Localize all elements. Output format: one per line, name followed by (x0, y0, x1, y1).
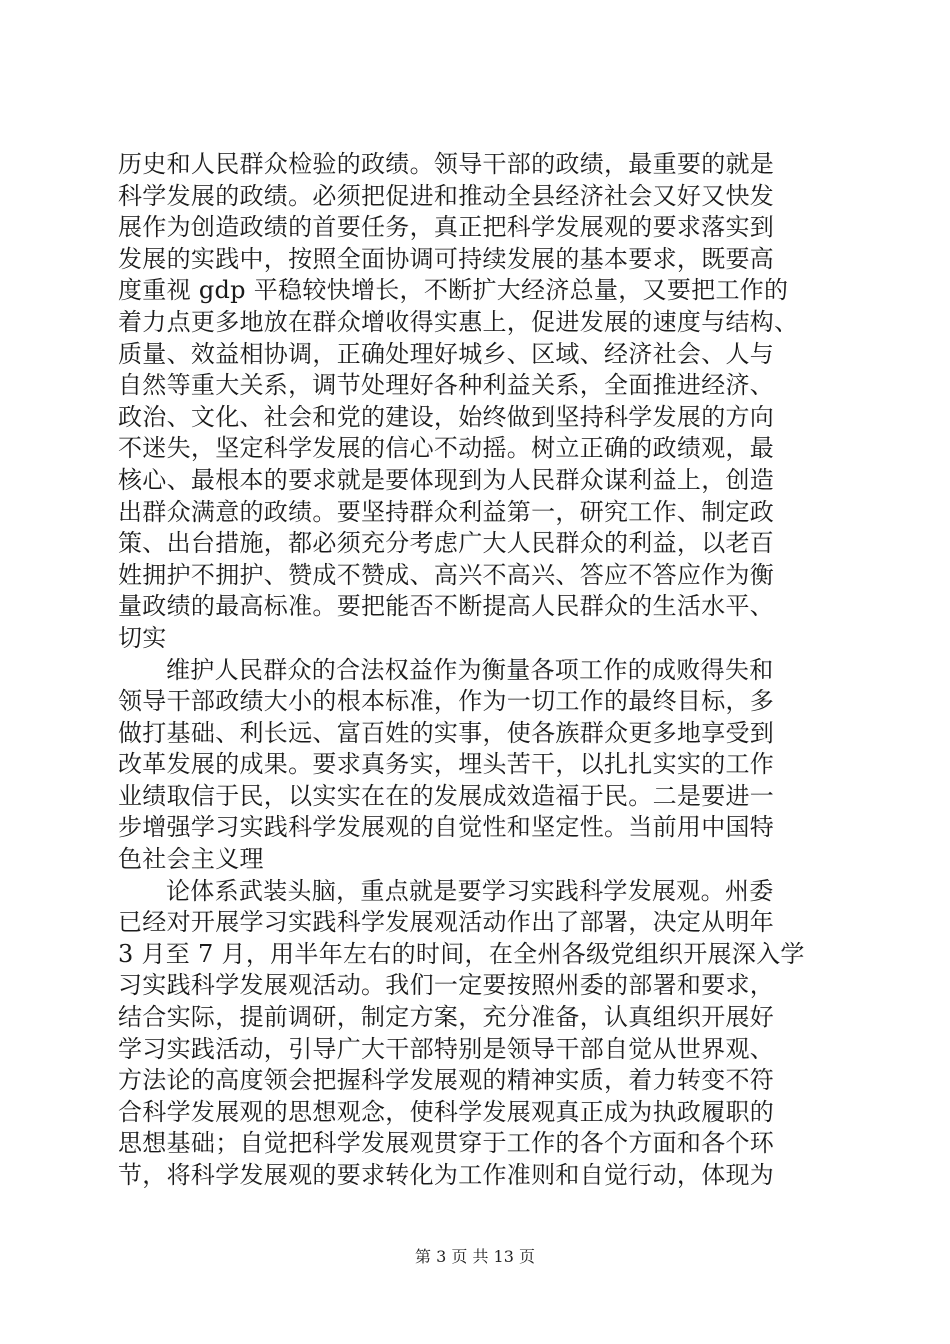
page-footer: 第 3 页 共 13 页 (415, 1247, 535, 1266)
paragraph (118, 655, 838, 876)
text-line: 做打基础、利长远、富百姓的实事，使各族群众更多地享受到 (118, 718, 775, 747)
text-line: 量政绩的最高标准。要把能否不断提高人民群众的生活水平、 (118, 592, 775, 621)
text-line: 政治、文化、社会和党的建设，始终做到坚持科学发展的方向 (118, 402, 775, 431)
text-line: 方法论的高度领会把握科学发展观的精神实质，着力转变不符 (118, 1066, 775, 1095)
text-line: 发展的实践中，按照全面协调可持续发展的基本要求，既要高 (118, 244, 775, 273)
text-line: 质量、效益相协调，正确处理好城乡、区域、经济社会、人与 (118, 339, 775, 368)
text-line: 度重视 gdp 平稳较快增长，不断扩大经济总量，又要把工作的 (118, 276, 789, 305)
text-line: 科学发展的政绩。必须把促进和推动全县经济社会又好又快发 (118, 181, 775, 210)
text-line: 合科学发展观的思想观念，使科学发展观真正成为执政履职的 (118, 1097, 775, 1126)
text-line: 已经对开展学习实践科学发展观活动作出了部署，决定从明年 (118, 908, 775, 937)
text-line: 节，将科学发展观的要求转化为工作准则和自觉行动，体现为 (118, 1161, 775, 1189)
paragraph (118, 149, 838, 655)
text-line: 结合实际，提前调研，制定方案，充分准备，认真组织开展好 (118, 1003, 775, 1032)
text-line: 色社会主义理 (118, 845, 264, 874)
text-line: 历史和人民群众检验的政绩。领导干部的政绩，最重要的就是 (118, 150, 775, 178)
text-line: 领导干部政绩大小的根本标准，作为一切工作的最终目标，多 (118, 687, 775, 716)
text-line: 思想基础；自觉把科学发展观贯穿于工作的各个方面和各个环 (118, 1129, 775, 1158)
text-line: 业绩取信于民，以实实在在的发展成效造福于民。二是要进一 (118, 781, 775, 810)
text-line: 步增强学习实践科学发展观的自觉性和坚定性。当前用中国特 (118, 813, 775, 842)
text-line: 核心、最根本的要求就是要体现到为人民群众谋利益上，创造 (118, 465, 775, 494)
text-line: 切实 (118, 623, 167, 652)
text-line: 维护人民群众的合法权益作为衡量各项工作的成败得失和 (166, 655, 774, 684)
text-line: 策、出台措施，都必须充分考虑广大人民群众的利益，以老百 (118, 529, 775, 558)
text-line: 姓拥护不拥护、赞成不赞成、高兴不高兴、答应不答应作为衡 (118, 560, 775, 589)
text-line: 习实践科学发展观活动。我们一定要按照州委的部署和要求， (118, 971, 775, 1000)
text-line: 改革发展的成果。要求真务实，埋头苦干，以扎扎实实的工作 (118, 750, 775, 779)
text-line: 着力点更多地放在群众增收得实惠上，促进发展的速度与结构、 (118, 307, 799, 336)
paragraph (118, 876, 838, 1192)
document-body (118, 149, 838, 1192)
text-line: 3 月至 7 月，用半年左右的时间，在全州各级党组织开展深入学 (118, 939, 805, 968)
text-line: 论体系武装头脑，重点就是要学习实践科学发展观。州委 (166, 876, 774, 905)
text-line: 自然等重大关系，调节处理好各种利益关系，全面推进经济、 (118, 371, 775, 400)
text-line: 不迷失，坚定科学发展的信心不动摇。树立正确的政绩观，最 (118, 434, 775, 463)
text-line: 出群众满意的政绩。要坚持群众利益第一，研究工作、制定政 (118, 497, 775, 526)
text-line: 展作为创造政绩的首要任务，真正把科学发展观的要求落实到 (118, 213, 775, 242)
text-line: 学习实践活动，引导广大干部特别是领导干部自觉从世界观、 (118, 1034, 775, 1063)
